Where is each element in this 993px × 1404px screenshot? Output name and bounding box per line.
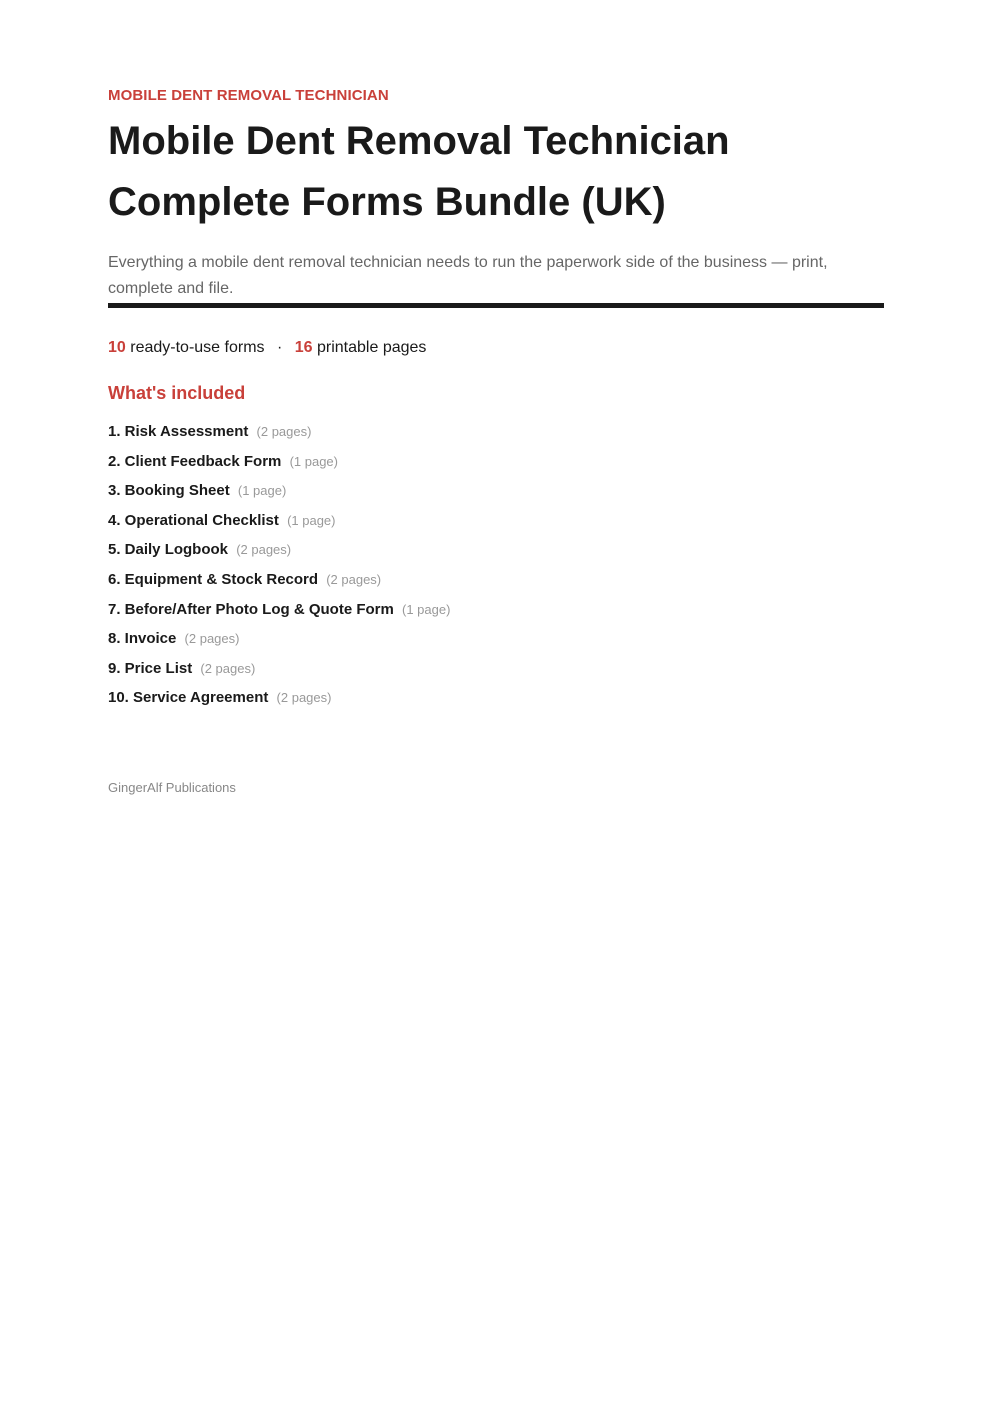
bundle-stats xyxy=(108,337,884,359)
form-name: 6. Equipment & Stock Record xyxy=(108,570,319,588)
forms-count: 10 xyxy=(108,339,126,356)
list-item xyxy=(108,417,884,447)
heading-divider xyxy=(108,303,884,308)
list-item xyxy=(108,565,884,595)
list-item xyxy=(108,535,884,565)
form-page-count: (2 pages) xyxy=(326,571,382,587)
form-name: 10. Service Agreement xyxy=(108,689,269,707)
stats-separator: · xyxy=(276,339,283,356)
form-page-count: (2 pages) xyxy=(184,631,240,647)
form-name: 7. Before/After Photo Log & Quote Form xyxy=(108,600,394,618)
form-page-count: (2 pages) xyxy=(236,542,292,558)
form-name: 8. Invoice xyxy=(108,630,177,648)
form-page-count: (2 pages) xyxy=(256,424,312,439)
list-item xyxy=(108,447,884,477)
forms-label: ready-to-use forms xyxy=(130,339,265,356)
publisher-footer: GingerAlf Publications xyxy=(108,779,236,795)
form-name: 2. Client Feedback Form xyxy=(108,452,282,470)
title-line-2: Complete Forms Bundle (UK) xyxy=(108,180,666,224)
title-line-1: Mobile Dent Removal Technician xyxy=(108,119,730,163)
form-page-count: (1 page) xyxy=(287,512,336,528)
document-page xyxy=(108,86,884,797)
form-page-count: (1 page) xyxy=(289,453,338,469)
pages-count: 16 xyxy=(294,339,313,356)
form-name: 5. Daily Logbook xyxy=(108,541,229,559)
page-title xyxy=(108,111,884,233)
form-page-count: (2 pages) xyxy=(200,660,256,676)
list-item xyxy=(108,506,884,536)
subtitle: Everything a mobile dent removal technician needs to run the paperwork side of the business — print, complete and file. xyxy=(108,254,828,297)
form-page-count: (2 pages) xyxy=(276,690,332,706)
eyebrow-label: MOBILE DENT REMOVAL TECHNICIAN xyxy=(108,87,389,104)
form-name: 4. Operational Checklist xyxy=(108,511,279,529)
form-name: 3. Booking Sheet xyxy=(108,482,230,500)
list-item xyxy=(108,476,884,506)
form-name: 9. Price List xyxy=(108,659,193,677)
list-item xyxy=(108,654,884,684)
forms-list xyxy=(108,417,884,713)
list-item xyxy=(108,683,884,713)
list-item xyxy=(108,624,884,654)
whats-included-heading: What's included xyxy=(108,383,246,403)
form-name: 1. Risk Assessment xyxy=(108,423,249,440)
list-item xyxy=(108,595,884,625)
form-page-count: (1 page) xyxy=(402,601,451,617)
form-page-count: (1 page) xyxy=(237,483,287,499)
pages-label: printable pages xyxy=(317,339,427,356)
